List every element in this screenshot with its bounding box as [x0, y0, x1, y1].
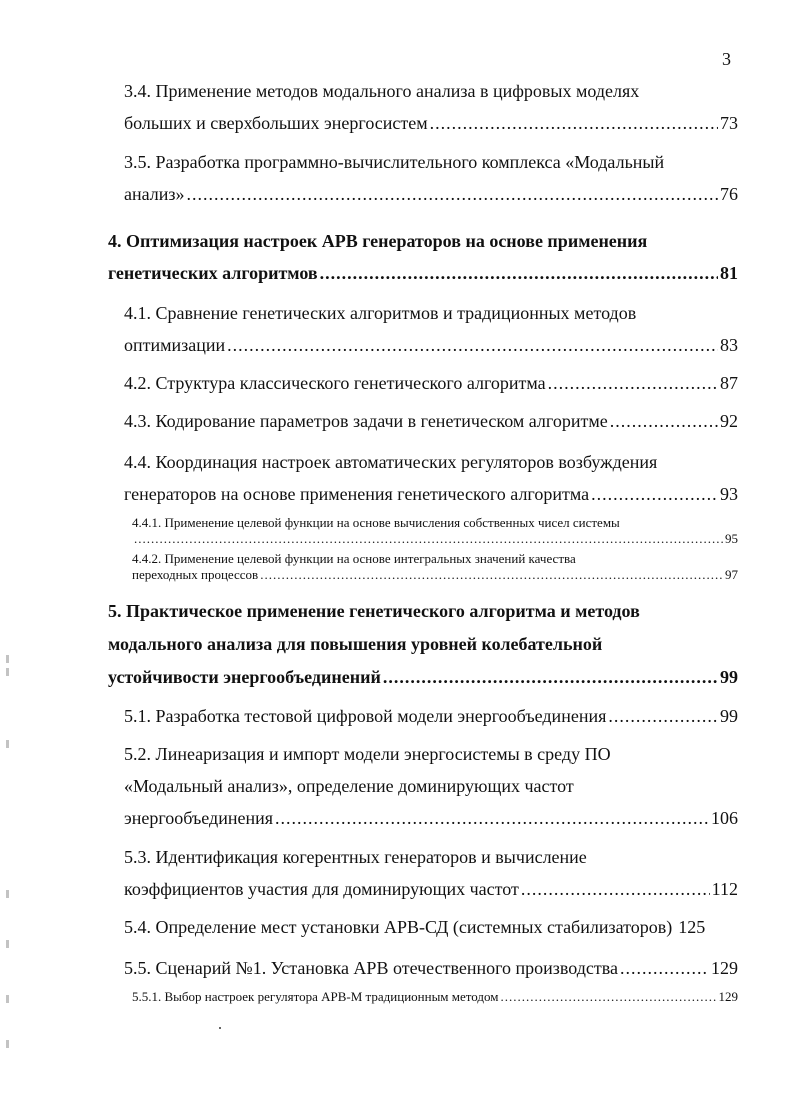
toc-page-number: 97 — [725, 567, 738, 582]
toc-page-number: 125 — [678, 917, 706, 937]
toc-entry-title-line: 5.5. Сценарий №1. Установка АРВ отечественного производства — [124, 958, 619, 978]
toc-entry-title-line: больших и сверхбольших энергосистем — [124, 113, 428, 133]
toc-entry-title-line: 4.4.1. Применение целевой функции на основе вычисления собственных чисел системы — [132, 515, 620, 530]
toc-page-number: 106 — [711, 808, 738, 828]
toc-entry-title-line: энергообъединения — [124, 808, 274, 828]
toc-entry-title-line: коэффициентов участия для доминирующих частот — [124, 879, 519, 899]
leader-dots — [227, 334, 718, 356]
toc-entry-title-line: 4. Оптимизация настроек АРВ генераторов на основе применения — [108, 231, 648, 251]
toc-entry-title-line: 3.4. Применение методов модального анализа в цифровых моделях — [124, 81, 640, 101]
leader-dots — [548, 372, 718, 394]
leader-dots — [610, 410, 718, 432]
leader-dots — [320, 262, 718, 284]
toc-entry-title-line: «Модальный анализ», определение доминирующих частот — [124, 776, 574, 796]
scan-artifact — [6, 668, 9, 676]
toc-entry-title-line: оптимизации — [124, 335, 226, 355]
scan-artifact — [6, 890, 9, 898]
toc-entry-title-line: 5.1. Разработка тестовой цифровой модели энергообъединения — [124, 706, 607, 726]
scan-artifact — [6, 740, 9, 748]
toc-page-number: 112 — [711, 879, 738, 899]
toc-entry-title-line: устойчивости энергообъединений — [108, 667, 381, 687]
toc-entry-title-line: 3.5. Разработка программно-вычислительного комплекса «Модальный — [124, 152, 665, 172]
leader-dots — [275, 807, 709, 829]
toc-entry-title-line: 5.3. Идентификация когерентных генераторов и вычисление — [124, 847, 587, 867]
leader-dots — [620, 957, 709, 979]
leader-dots — [430, 112, 718, 134]
toc-entry-title-line: 5. Практическое применение генетического алгоритма и методов — [108, 601, 640, 621]
scan-artifact — [6, 655, 9, 663]
toc-entry-title-line: 5.5.1. Выбор настроек регулятора АРВ-М традиционным методом — [132, 989, 499, 1004]
scan-artifact — [6, 1040, 9, 1048]
toc-entry-title-line: 4.4. Координация настроек автоматических регуляторов возбуждения — [124, 452, 658, 472]
toc-entry-title-line: 4.1. Сравнение генетических алгоритмов и традиционных методов — [124, 303, 637, 323]
leader-dots — [501, 989, 717, 1005]
toc-entry-title-line: 4.3. Кодирование параметров задачи в генетическом алгоритме — [124, 411, 608, 431]
toc-entry-title-line: 4.2. Структура классического генетического алгоритма — [124, 373, 546, 393]
toc-page-number: 99 — [720, 667, 738, 687]
toc-entry-title-line: 5.2. Линеаризация и импорт модели энергосистемы в среду ПО — [124, 744, 611, 764]
toc-page-number: 83 — [720, 335, 738, 355]
leader-dots — [591, 483, 718, 505]
leader-dots — [608, 705, 718, 727]
scan-artifact — [6, 940, 9, 948]
toc-entry-title-line: генераторов на основе применения генетического алгоритма — [124, 484, 590, 504]
toc-entry-title-line: анализ» — [124, 184, 185, 204]
toc-entry-title-line: модального анализа для повышения уровней колебательной — [108, 634, 603, 654]
toc-page-number: 93 — [720, 484, 738, 504]
leader-dots — [260, 567, 723, 583]
toc-entry-title-line: переходных процессов — [132, 567, 259, 582]
toc-page-number: 81 — [720, 263, 738, 283]
toc-page-number: 99 — [720, 706, 738, 726]
leader-dots — [134, 531, 723, 547]
toc-page-number: 95 — [725, 531, 738, 546]
toc-entry-title-line: 5.4. Определение мест установки АРВ-СД (системных стабилизаторов) — [124, 917, 673, 937]
leader-dots — [521, 878, 710, 900]
scan-artifact — [6, 995, 9, 1003]
toc-entry-title-line: 4.4.2. Применение целевой функции на основе интегральных значений качества — [132, 551, 576, 566]
toc-page-number: 129 — [711, 958, 738, 978]
scan-artifact — [219, 1027, 221, 1029]
leader-dots — [383, 666, 718, 688]
toc-page-number: 76 — [720, 184, 738, 204]
toc-page-number: 129 — [718, 989, 738, 1004]
toc-page-number: 87 — [720, 373, 738, 393]
toc-page-number: 73 — [720, 113, 738, 133]
toc-entry-title-line: генетических алгоритмов — [108, 263, 318, 283]
toc-page-number: 92 — [720, 411, 738, 431]
page-number: 3 — [722, 49, 731, 69]
leader-dots — [187, 183, 719, 205]
